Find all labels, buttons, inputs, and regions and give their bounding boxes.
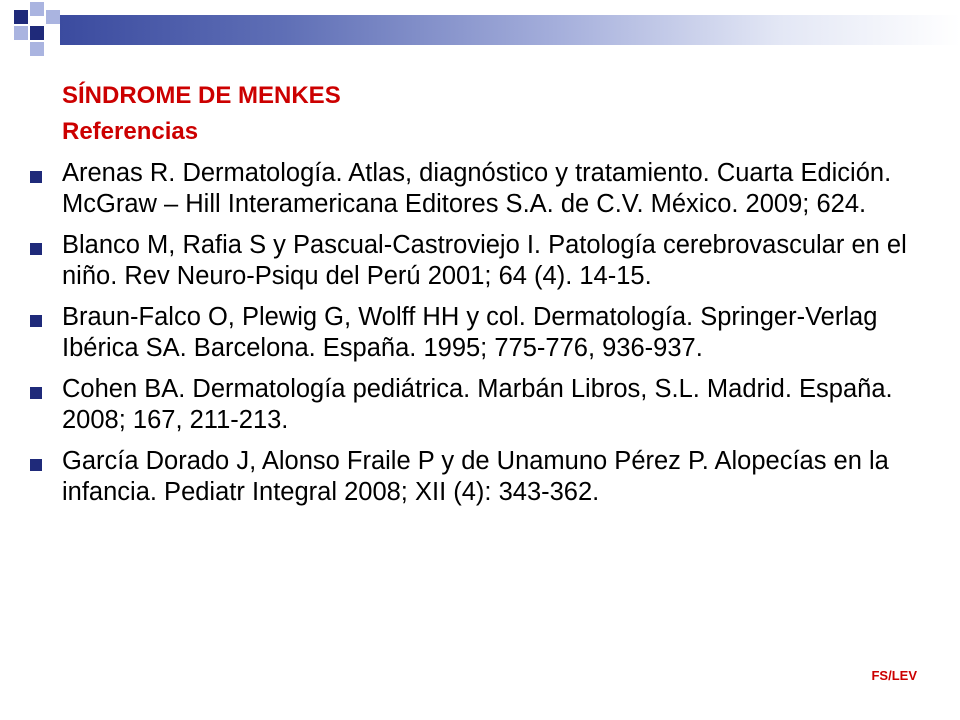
reference-list <box>30 158 920 518</box>
square-bullet-icon <box>30 387 42 399</box>
header-gradient-bar <box>60 15 960 45</box>
reference-text: Arenas R. Dermatología. Atlas, diagnóstico y tratamiento. Cuarta Edición. McGraw – Hill Interamericana Editores S.A. de C.V. México. 2009; 624. <box>62 159 892 218</box>
list-item <box>30 158 920 220</box>
footer-initials: FS/LEV <box>871 668 917 683</box>
square-bullet-icon <box>30 459 42 471</box>
title-block <box>62 78 341 150</box>
decor-square <box>30 42 44 56</box>
list-item <box>30 446 920 508</box>
list-item <box>30 302 920 364</box>
square-bullet-icon <box>30 315 42 327</box>
list-item <box>30 230 920 292</box>
decor-square <box>30 26 44 40</box>
slide-title: SÍNDROME DE MENKES <box>62 82 341 109</box>
decor-square <box>46 10 60 24</box>
reference-text: Blanco M, Rafia S y Pascual-Castroviejo I. Patología cerebrovascular en el niño. Rev Neuro-Psiqu del Perú 2001; 64 (4). 14-15. <box>62 231 907 290</box>
square-bullet-icon <box>30 243 42 255</box>
slide-subtitle: Referencias <box>62 118 199 145</box>
decor-square <box>14 26 28 40</box>
square-bullet-icon <box>30 171 42 183</box>
decor-square <box>14 10 28 24</box>
list-item <box>30 374 920 436</box>
reference-text: García Dorado J, Alonso Fraile P y de Unamuno Pérez P. Alopecías en la infancia. Pediatr Integral 2008; XII (4): 343-362. <box>62 447 889 506</box>
reference-text: Braun-Falco O, Plewig G, Wolff HH y col. Dermatología. Springer-Verlag Ibérica SA. Barcelona. España. 1995; 775-776, 936-937. <box>62 303 878 362</box>
reference-text: Cohen BA. Dermatología pediátrica. Marbán Libros, S.L. Madrid. España. 2008; 167, 211-213. <box>62 375 893 434</box>
decor-square <box>30 2 44 16</box>
